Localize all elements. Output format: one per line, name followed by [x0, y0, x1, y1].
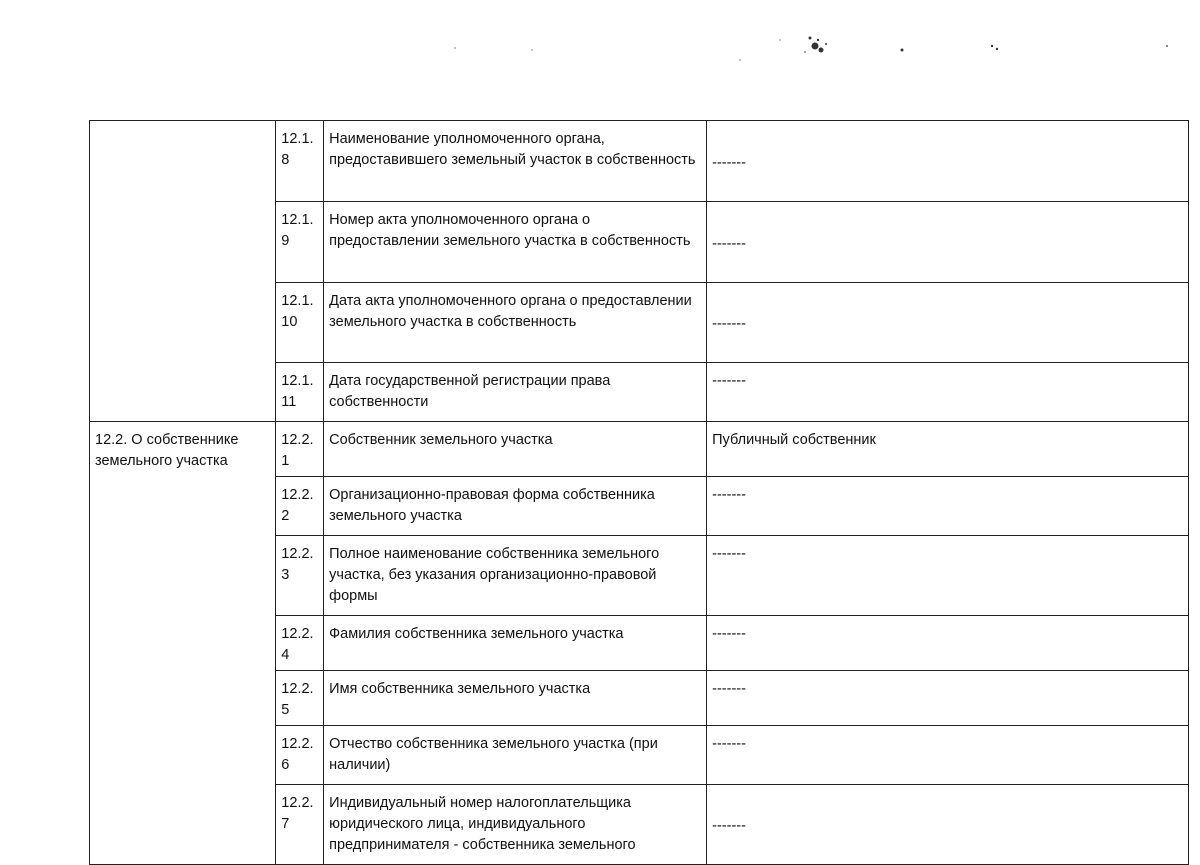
row-name: Индивидуальный номер налогоплательщика юридического лица, индивидуального предпринимателя - собственника земельного [324, 785, 707, 865]
row-value: ------- [707, 785, 1189, 865]
row-name: Дата государственной регистрации права собственности [324, 363, 707, 422]
row-value: ------- [707, 477, 1189, 536]
row-name: Полное наименование собственника земельного участка, без указания организационно-правовой формы [324, 536, 707, 616]
row-value: Публичный собственник [707, 422, 1189, 477]
row-name: Номер акта уполномоченного органа о предоставлении земельного участка в собственность [324, 202, 707, 283]
table-row [90, 422, 1189, 477]
row-name: Дата акта уполномоченного органа о предоставлении земельного участка в собственность [324, 283, 707, 363]
section-cell-12-1 [90, 121, 276, 422]
row-code: 12.2.4 [276, 616, 324, 671]
row-value: ------- [707, 671, 1189, 726]
row-code: 12.2.2 [276, 477, 324, 536]
section-title-12-2: 12.2. О собственнике земельного участка [90, 422, 276, 865]
row-value: ------- [707, 616, 1189, 671]
row-name: Имя собственника земельного участка [324, 671, 707, 726]
row-code: 12.2.3 [276, 536, 324, 616]
row-code: 12.1.9 [276, 202, 324, 283]
row-code: 12.1.10 [276, 283, 324, 363]
row-value: ------- [707, 283, 1189, 363]
row-code: 12.1.8 [276, 121, 324, 202]
row-name: Собственник земельного участка [324, 422, 707, 477]
row-code: 12.2.6 [276, 726, 324, 785]
row-value: ------- [707, 121, 1189, 202]
row-code: 12.1.11 [276, 363, 324, 422]
row-value: ------- [707, 726, 1189, 785]
row-code: 12.2.1 [276, 422, 324, 477]
row-value: ------- [707, 536, 1189, 616]
row-code: 12.2.5 [276, 671, 324, 726]
row-name: Отчество собственника земельного участка (при наличии) [324, 726, 707, 785]
row-name: Наименование уполномоченного органа, предоставившего земельный участок в собственность [324, 121, 707, 202]
row-name: Фамилия собственника земельного участка [324, 616, 707, 671]
row-value: ------- [707, 202, 1189, 283]
row-name: Организационно-правовая форма собственника земельного участка [324, 477, 707, 536]
table-row [90, 121, 1189, 202]
row-value: ------- [707, 363, 1189, 422]
land-plot-data-table [89, 120, 1189, 865]
row-code: 12.2.7 [276, 785, 324, 865]
scan-noise [0, 0, 1200, 110]
